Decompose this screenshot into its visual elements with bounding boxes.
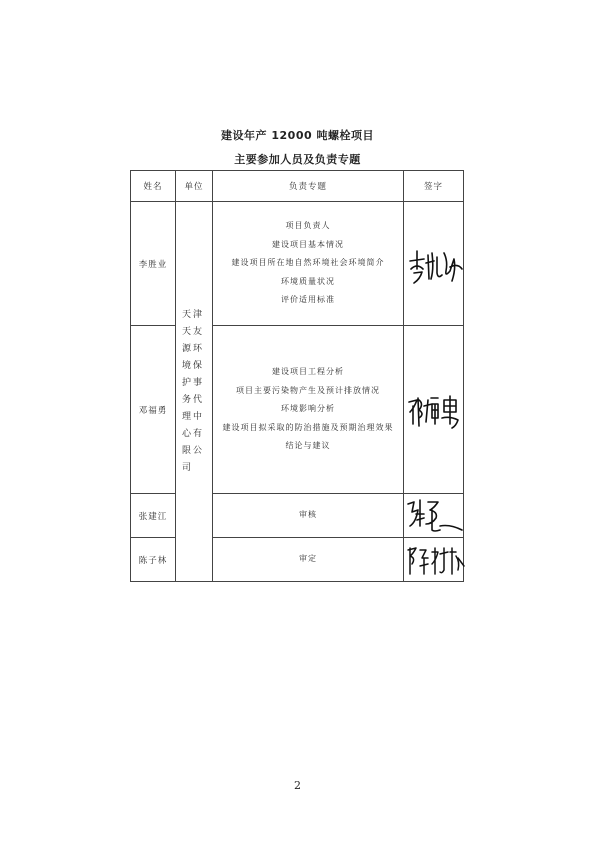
topic-list (213, 217, 403, 310)
header-name: 姓名 (131, 171, 176, 202)
unit-name: 天津天友源环境保护事务代理中心有限公司 (182, 309, 205, 473)
header-signature: 签字 (404, 171, 464, 202)
handwritten-signature (404, 496, 466, 536)
handwritten-signature (404, 388, 466, 432)
person-name: 邓福勇 (131, 326, 176, 494)
signature-cell (404, 494, 464, 538)
topic-item: 环境质量状况 (281, 276, 335, 286)
topic-item: 建设项目所在地自然环境社会环境简介 (231, 258, 385, 268)
table-row (131, 202, 464, 326)
signature-cell (404, 326, 464, 494)
topic-item: 评价适用标准 (281, 295, 335, 305)
topic-cell (213, 494, 404, 538)
person-name: 陈子林 (131, 538, 176, 582)
topic-cell (213, 326, 404, 494)
person-name: 张建江 (131, 494, 176, 538)
page-number: 2 (294, 779, 301, 792)
signature-cell (404, 538, 464, 582)
topic-item: 环境影响分析 (281, 404, 335, 414)
table-header-row (131, 171, 464, 202)
topic-cell (213, 538, 404, 582)
topic-item: 项目主要污染物产生及预计排放情况 (236, 385, 380, 395)
topic-item: 审核 (299, 510, 317, 520)
unit-cell (176, 202, 213, 582)
topic-item: 结论与建议 (285, 441, 331, 451)
topic-item: 建设项目拟采取的防治措施及预期治理效果 (222, 422, 394, 432)
topic-item: 项目负责人 (285, 221, 331, 231)
topic-item: 审定 (299, 554, 317, 564)
header-unit: 单位 (176, 171, 213, 202)
person-name: 李胜业 (131, 202, 176, 326)
topic-item: 建设项目工程分析 (272, 367, 344, 377)
topic-list (213, 363, 403, 456)
topic-cell (213, 202, 404, 326)
signature-cell (404, 202, 464, 326)
header-topic: 负责专题 (213, 171, 404, 202)
handwritten-signature (404, 239, 466, 289)
document-title: 建设年产 12000 吨螺栓项目 (221, 129, 374, 142)
document-subtitle: 主要参加人员及负责专题 (234, 153, 361, 166)
topic-item: 建设项目基本情况 (272, 239, 344, 249)
staff-table (130, 170, 464, 582)
handwritten-signature (404, 540, 466, 580)
